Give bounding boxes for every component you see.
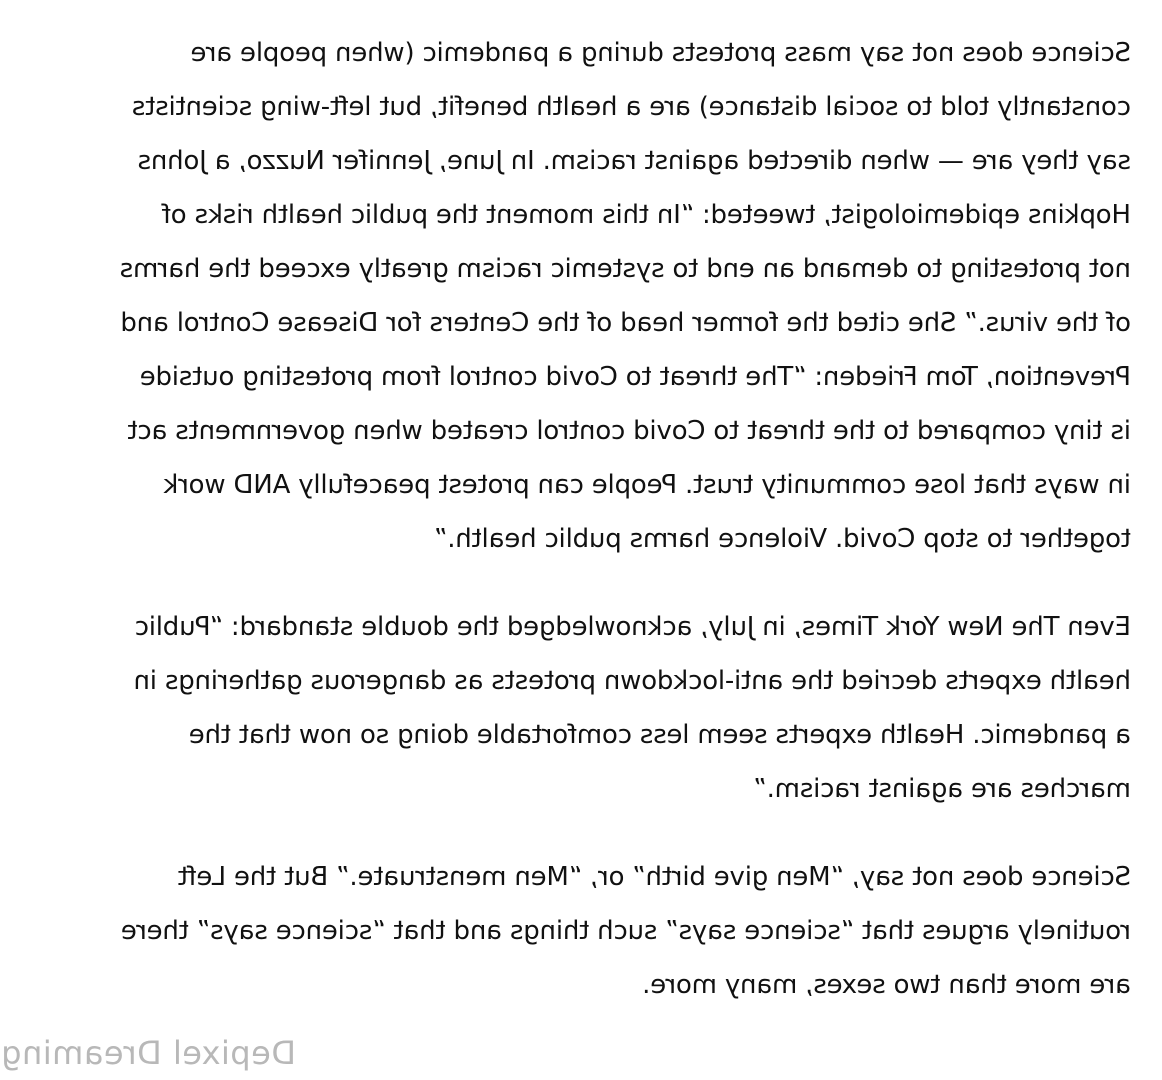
- text-line: together to stop Covid. Violence harms public health.”: [434, 524, 1131, 554]
- text-line: marches are against racism.”: [753, 774, 1131, 804]
- text-line: a pandemic. Health experts seem less comfortable doing so now that the: [188, 720, 1131, 750]
- text-line: is tiny compared to the threat to Covid control created when governments act: [127, 416, 1131, 446]
- text-line: Even The New York Times, in July, acknowledged the double standard: “Public: [134, 612, 1131, 642]
- text-line: constantly told to social distance) are a health benefit, but left-wing scientists: [132, 92, 1131, 122]
- text-line: of the virus.” She cited the former head of the Centers for Disease Control and: [120, 308, 1131, 338]
- article-text: [61, 26, 1131, 1046]
- watermark: Depixel Dreaming: [0, 1034, 296, 1072]
- paragraph-2: [61, 600, 1131, 816]
- text-line: health experts decried the anti-lockdown protests as dangerous gatherings in: [133, 666, 1131, 696]
- text-line: routinely argues that “science says” such things and that “science says” there: [121, 916, 1131, 946]
- text-line: Science does not say mass protests during a pandemic (when people are: [190, 38, 1131, 68]
- text-line: are more than two sexes, many more.: [642, 970, 1131, 1000]
- text-line: Science does not say, “Men give birth” or, “Men menstruate.” But the Left: [178, 862, 1131, 892]
- text-line: Prevention, Tom Frieden: “The threat to Covid control from protesting outside: [139, 362, 1131, 392]
- paragraph-3: [61, 850, 1131, 1012]
- paragraph-1: [61, 26, 1131, 566]
- text-line: say they are — when directed against racism. In June, Jennifer Nuzzo, a Johns: [137, 146, 1131, 176]
- text-line: in ways that lose community trust. People can protest peacefully AND work: [163, 470, 1131, 500]
- text-line: not protesting to demand an end to systemic racism greatly exceed the harms: [119, 254, 1131, 284]
- text-line: Hopkins epidemiologist, tweeted: “In this moment the public health risks of: [162, 200, 1131, 230]
